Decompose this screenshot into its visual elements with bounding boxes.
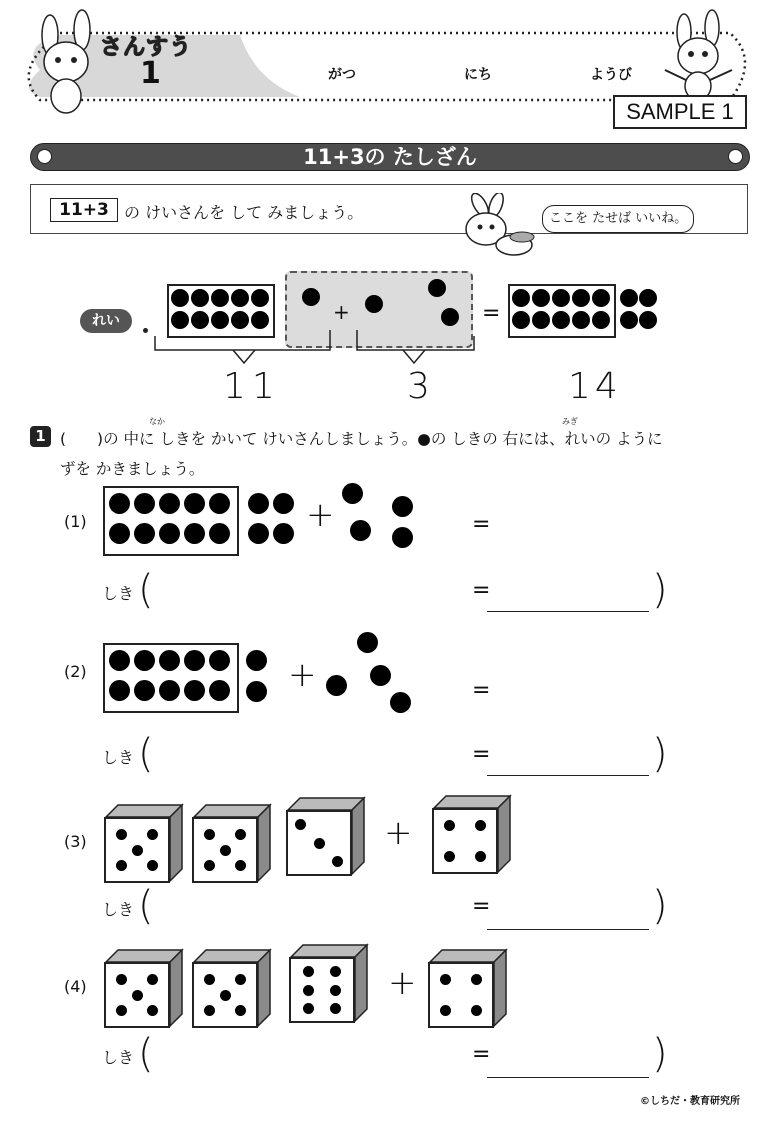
bunny-left-icon (42, 10, 90, 113)
item1-equals: = (472, 512, 491, 537)
item-label: (1) (64, 512, 87, 531)
extra-dot (620, 289, 638, 307)
die-pip (116, 860, 127, 871)
ten-frame-dot (134, 523, 155, 544)
ten-frame-dot (171, 311, 189, 329)
lesson-number: 1 (140, 56, 161, 91)
ten-frame-dot (572, 311, 590, 329)
close-paren: ) (652, 1031, 668, 1077)
example-plus: + (333, 300, 350, 324)
die-pip (475, 851, 486, 862)
day-label: にち (464, 67, 492, 83)
example-dot (365, 295, 383, 313)
ten-frame-dot (184, 493, 205, 514)
die-pip (116, 829, 127, 840)
ten-frame-dot (159, 493, 180, 514)
ten-frame-dot (134, 680, 155, 701)
loose-dot (326, 675, 347, 696)
item4-plus: + (388, 963, 417, 1003)
subject-label: さんすう (100, 35, 193, 60)
die-pip (330, 966, 341, 977)
copyright: ©しちだ・教育研究所 (640, 1096, 740, 1107)
die-pip (471, 974, 482, 985)
shiki-label: しき (102, 748, 135, 767)
die-pip (204, 829, 215, 840)
open-paren: ( (138, 883, 154, 929)
open-paren: ( (138, 567, 154, 613)
example-brackets (0, 330, 779, 370)
ten-frame-dot (552, 289, 570, 307)
die-pip (444, 851, 455, 862)
ten-frame-dot (512, 289, 530, 307)
die-pip (235, 829, 246, 840)
die-pip (314, 838, 325, 849)
instruction-expression: 11+3 (50, 198, 118, 222)
extra-dot (620, 311, 638, 329)
die-pip (235, 1005, 246, 1016)
problem-badge: 1 (30, 426, 51, 447)
ten-frame-dot (209, 680, 230, 701)
die-pip (330, 1003, 341, 1014)
ten-frame-dot (109, 493, 130, 514)
die-pip (440, 1005, 451, 1016)
ten-frame-dot (159, 523, 180, 544)
ten-frame-dot (109, 680, 130, 701)
speech-bubble: ここを たせば いいね。 (542, 205, 694, 233)
die-pip (147, 860, 158, 871)
month-label: がつ (328, 67, 356, 83)
example-equals: = (482, 301, 501, 326)
example-dot (441, 308, 459, 326)
example-number-3: 3 (407, 366, 430, 407)
answer-line[interactable] (487, 775, 649, 776)
ten-frame-dot (552, 311, 570, 329)
close-paren: ) (652, 731, 668, 777)
ten-frame-dot (231, 289, 249, 307)
shiki-equals: = (472, 742, 491, 767)
loose-dot (248, 493, 269, 514)
die-pip (235, 860, 246, 871)
ten-frame-dot (592, 311, 610, 329)
ten-frame-dot (251, 311, 269, 329)
ten-frame-dot (184, 680, 205, 701)
shiki-equals: = (472, 894, 491, 919)
ten-frame-dot (231, 311, 249, 329)
ten-frame-dot (171, 289, 189, 307)
die-face-4 (428, 962, 494, 1028)
ten-frame-dot (134, 493, 155, 514)
die-pip (440, 974, 451, 985)
ten-frame-dot (512, 311, 530, 329)
ten-frame-dot (109, 650, 130, 671)
die-face-5 (192, 962, 258, 1028)
die-pip (303, 1003, 314, 1014)
loose-dot (342, 483, 363, 504)
ten-frame-dot (592, 289, 610, 307)
die-pip (116, 974, 127, 985)
die-pip (147, 829, 158, 840)
example-number-14: 14 (568, 366, 622, 407)
close-paren: ) (652, 883, 668, 929)
ten-frame-dot (134, 650, 155, 671)
ten-frame-dot (532, 289, 550, 307)
die-pip (147, 974, 158, 985)
example-number-11: 11 (223, 366, 281, 407)
open-paren: ( (138, 1031, 154, 1077)
die-pip (132, 990, 143, 1001)
extra-dot (639, 289, 657, 307)
die-pip (303, 985, 314, 996)
loose-dot (246, 681, 267, 702)
close-paren: ) (652, 567, 668, 613)
die-pip (444, 820, 455, 831)
loose-dot (357, 632, 378, 653)
die-pip (475, 820, 486, 831)
loose-dot (246, 650, 267, 671)
shiki-label: しき (102, 584, 135, 603)
die-pip (147, 1005, 158, 1016)
loose-dot (392, 496, 413, 517)
shiki-label: しき (102, 900, 135, 919)
loose-dot (273, 523, 294, 544)
answer-line[interactable] (487, 1077, 649, 1078)
sample-badge: SAMPLE 1 (613, 95, 747, 129)
die-pip (204, 974, 215, 985)
die-face-5 (104, 817, 170, 883)
die-face-4 (432, 808, 498, 874)
ten-frame-dot (159, 650, 180, 671)
ten-frame-dot (191, 289, 209, 307)
ten-frame-dot (184, 523, 205, 544)
ruby-migi: みぎ (562, 417, 578, 426)
die-pip (330, 985, 341, 996)
ten-frame-dot (572, 289, 590, 307)
open-paren: ( (138, 731, 154, 777)
item-label: (4) (64, 977, 87, 996)
die-pip (332, 856, 343, 867)
item1-plus: + (306, 495, 335, 535)
bunny-right-icon (665, 10, 732, 100)
example-dot (302, 288, 320, 306)
item-label: (2) (64, 662, 87, 681)
ten-frame-dot (211, 311, 229, 329)
extra-dot (639, 311, 657, 329)
die-pip (295, 819, 306, 830)
die-pip (303, 966, 314, 977)
item-label: (3) (64, 832, 87, 851)
shiki-equals: = (472, 578, 491, 603)
page-title: 11+3の たしざん (303, 145, 477, 169)
die-face-5 (192, 817, 258, 883)
item3-plus: + (384, 813, 413, 853)
loose-dot (390, 692, 411, 713)
problem-text-line1: ( )の 中に しきを かいて けいさんしましょう。●の しきの 右には、れいの ように (60, 430, 663, 448)
ruby-naka: なか (149, 417, 165, 426)
die-pip (235, 974, 246, 985)
ten-frame-dot (209, 493, 230, 514)
bunny-flying-icon (444, 193, 544, 273)
problem-text-line2: ずを かきましょう。 (60, 460, 205, 478)
shiki-label: しき (102, 1048, 135, 1067)
ten-frame-dot (209, 523, 230, 544)
answer-line[interactable] (487, 929, 649, 930)
ten-frame-dot (211, 289, 229, 307)
ten-frame-dot (251, 289, 269, 307)
die-face-3 (286, 810, 352, 876)
die-pip (220, 845, 231, 856)
weekday-label: ようび (590, 67, 632, 83)
die-face-5 (104, 962, 170, 1028)
die-pip (471, 1005, 482, 1016)
loose-dot (370, 665, 391, 686)
ten-frame-dot (191, 311, 209, 329)
shiki-equals: = (472, 1042, 491, 1067)
example-label: れい (80, 309, 132, 333)
die-pip (116, 1005, 127, 1016)
ten-frame-dot (159, 680, 180, 701)
example-dot (428, 279, 446, 297)
loose-dot (350, 520, 371, 541)
item2-equals: = (472, 678, 491, 703)
instruction-text: の けいさんを して みましょう。 (124, 203, 364, 222)
item2-plus: + (288, 655, 317, 695)
die-pip (204, 1005, 215, 1016)
title-bar (30, 143, 750, 171)
die-pip (132, 845, 143, 856)
ten-frame-dot (109, 523, 130, 544)
answer-line[interactable] (487, 611, 649, 612)
die-pip (204, 860, 215, 871)
ten-frame-dot (532, 311, 550, 329)
loose-dot (392, 527, 413, 548)
ten-frame-dot (184, 650, 205, 671)
loose-dot (273, 493, 294, 514)
ten-frame-dot (209, 650, 230, 671)
die-face-6 (289, 957, 355, 1023)
loose-dot (248, 523, 269, 544)
die-pip (220, 990, 231, 1001)
